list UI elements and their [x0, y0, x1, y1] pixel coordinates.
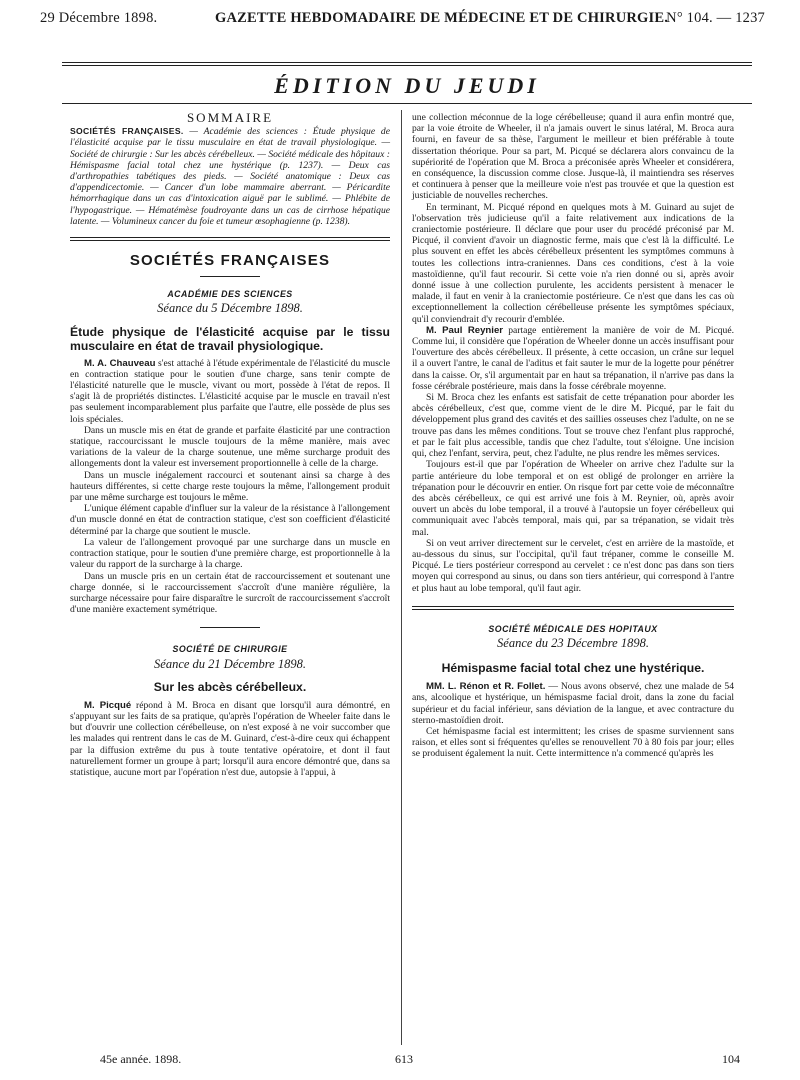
article1-p2: Dans un muscle mis en état de grande et parfaite élasticité par une contraction statique, raccourcissant le muscle toujours de la même manière, mais avec variations de la valeur de la charge soutenue, une même surcharge produit des allongements dont la valeur est inversement proportionnelle à celle de la charge.: [70, 424, 390, 470]
article1-title: Étude physique de l'élasticité acquise par le tissu musculaire en état de travail physiologique.: [70, 324, 390, 353]
hopitaux-heading: SOCIÉTÉ MÉDICALE DES HOPITAUX: [488, 623, 658, 634]
footer-number: 104: [722, 1052, 740, 1066]
footer-page: 613: [395, 1052, 413, 1066]
right-p1: une collection méconnue de la loge cérébelleuse; quand il aura enfin montré que, par la voie étroite de Wheeler, il n'a jamais ouvert le sinus latéral, M. Broca aura fourni, en faveur de sa thèse, l'argument le meilleur et bien préférable à toute dissertation théorique. Pour sa part, M. Picqué se déclarera alors convaincu de la supériorité de l'opération que M. Broca a préconisée après Wheeler et considérera, en conséquence, la discussion comme close. Jusque-là, il maintiendra ses réserves et continuera à penser que la meilleure voie n'est pas trouvée et que la question est justiciable de nouvelles recherches.: [412, 112, 734, 202]
right-p3: M. Paul Reynier partage entièrement la manière de voir de M. Picqué. Comme lui, il considère que l'opération de Wheeler donne un accès insuffisant pour l'ouverture des abcès cérébelleux. Il présente, à cette occasion, un crâne sur lequel il a ouvert l'antre, le canal de l'aditus et fait sauter le mur de la logette pour pénétrer dans la caisse. Or, s'il argumentait par en haut sa trépanation, il n'arrive pas dans la fosse cérébrale postérieure, mais dans la fosse cérébrale moyenne.: [412, 324, 734, 392]
article2-author: M. Picqué: [84, 699, 132, 711]
sommaire-rule: [70, 237, 390, 238]
sommaire-rule-2: [70, 240, 390, 241]
sommaire-title: SOMMAIRE: [186, 110, 274, 125]
edition-rule: [62, 103, 752, 104]
article1-p1: M. A. Chauveau s'est attaché à l'étude expérimentale de l'élasticité du muscle en contraction statique pour le soutien d'une charge, sans tenir compte de l'élasticité naturelle que le muscle, vivant ou mort, possède à l'état de repos. Il s'agit là de propriétés distinctes. L'élasticité acquise par le muscle en travail n'est pas seulement incomparablement plus parfaite que l'autre, elle possède de plus ses lois spéciales.: [70, 357, 390, 425]
chirurgie-heading: SOCIÉTÉ DE CHIRURGIE: [172, 644, 288, 655]
section-rule: [200, 276, 260, 277]
article1-p6: Dans un muscle pris en un certain état de raccourcissement et soutenant une charge donnée, si le raccourcissement s'accroît d'une manière régulière, la surcharge nécessaire pour faire disparaître le surcroît de raccourcissement s'accroît d'une manière exactement symétrique.: [70, 570, 390, 616]
footer-year: 45e année. 1898.: [100, 1052, 182, 1066]
academie-heading: ACADÉMIE DES SCIENCES: [167, 289, 293, 300]
right-section-rule: [412, 606, 734, 607]
right-section-rule-2: [412, 609, 734, 610]
sommaire-text: [70, 126, 390, 227]
running-header: [40, 10, 765, 32]
right-p6: Si on veut arriver directement sur le cervelet, c'est en arrière de la mastoïde, et au-dessous du sinus, sur l'occipital, qu'il faut trépaner, comme le conseille M. Picqué. Le tiers postérieur correspond au cervelet : ce n'est donc pas dans son tiers moyen qui correspond au sinus, ou dans son tiers antérieur, qui correspond à l'antre et plus haut au lobe temporal, qu'il faut agir.: [412, 537, 734, 594]
sommaire-label: SOCIÉTÉS FRANÇAISES.: [70, 126, 184, 137]
chirurgie-seance: Séance du 21 Décembre 1898.: [154, 656, 306, 671]
article1-end-rule: [200, 627, 260, 628]
article3-title: Hémispasme facial total chez une hystérique.: [441, 661, 705, 676]
right-p2: En terminant, M. Picqué répond en quelques mots à M. Guinard au sujet de l'observation très judicieuse qu'il a faite relativement aux indications de la craniectomie postérieure. Il déclare que pour user du procédé préconisé par M. Picqué, il convient d'avoir un diagnostic ferme, mais que c'est là la difficulté. Le plus souvent en effet les abcès cérébelleux présentent les symptômes communs à toutes les collections intra-craniennes. Dans ces conditions, c'est à la voie mastoïdienne, qu'il faut recourir. Si cette voie n'a rien donné ou si, après avoir donné issue à une collection purulente, les accidents persistent à menacer le malade, il faut en venir à la craniectomie postérieure. Ce n'est que dans les cas où exceptionnellement la collection cérébelleuse présente les symptômes spéciaux, qu'il conviendrait d'y recourir d'emblée.: [412, 201, 734, 325]
article2-p1: M. Picqué répond à M. Broca en disant que lorsqu'il aura démontré, en s'appuyant sur les faits de sa pratique, qu'après l'opération de Wheeler faite dans le but d'ouvrir une collection cérébelleuse, on n'est exposé à ne voir succomber que les malades qui rentrent dans le cas de M. Guinard, c'est-à-dire ceux qui échappent par la diffusion extrême du pus à toute tentative opératoire, et dont il faut naturellement former un groupe à part; lorsqu'il aura encore démontré que, dans sa statistique, aucune mort par l'opération n'est due, autopsie à l'appui, à: [70, 699, 390, 778]
right-p5: Toujours est-il que par l'opération de Wheeler on arrive chez l'adulte sur la partie antérieure du lobe temporal et on est obligé de prolonger en arrière la trépanation pour le découvrir en entier. On risque fort par cette voie de méconnaître des abcès cérébelleux, ce qui est arrivé une fois à M. Reynier, où, après avoir ouvert un abcès du lobe temporal, il a trouvé à l'autopsie un foyer cérébelleux qui communiquait avec l'abcès temporal, mais qui, par sa trépanation, se vidait très mal.: [412, 459, 734, 538]
article3-p2: Cet hémispasme facial est intermittent; les crises de spasme surviennent sans raison, et elles sont si fréquentes qu'elles se renouvellent 70 à 80 fois par jour; elles se produisent également la nuit. Cette intermittence n'a commencé qu'après les: [412, 725, 734, 760]
header-rule-2: [62, 65, 752, 66]
article2-title: Sur les abcès cérébelleux.: [153, 679, 307, 694]
journal-title: GAZETTE HEBDOMADAIRE DE MÉDECINE ET DE CHIRURGIE.: [215, 10, 669, 26]
article1-author: M. A. Chauveau: [84, 357, 156, 369]
edition-title: ÉDITION DU JEUDI: [274, 73, 540, 98]
article3-p1: MM. L. Rénon et R. Follet. — Nous avons observé, chez une malade de 54 ans, alcoolique et hystérique, un hémispasme facial droit, dans la zone du facial supérieur et du facial inférieur, sans déviation de la langue, et avec contracture du sterno-mastoïdien droit.: [412, 681, 735, 726]
article1-p4: L'unique élément capable d'influer sur la valeur de la résistance à l'allongement d'un muscle donné en état de contraction statique, c'est son coefficient d'élasticité déterminé par la charge que soutient le muscle.: [70, 503, 390, 537]
article3-authors: MM. L. Rénon et R. Follet.: [426, 681, 546, 693]
issue-page-number: N° 104. — 1237: [666, 10, 765, 26]
left-column: [70, 112, 390, 778]
header-date: 29 Décembre 1898.: [40, 10, 158, 26]
hopitaux-seance: Séance du 23 Décembre 1898.: [497, 635, 649, 650]
academie-seance: Séance du 5 Décembre 1898.: [157, 301, 303, 316]
header-rule: [62, 62, 752, 63]
article1-p3: Dans un muscle inégalement raccourci et soutenant ainsi sa charge à des hauteurs différentes, si cette charge reste toujours la même, l'allongement produit par une même surcharge est toujours le même.: [70, 469, 390, 504]
column-divider: [401, 110, 402, 1045]
right-author2: M. Paul Reynier: [426, 324, 504, 336]
right-p4: Si M. Broca chez les enfants est satisfait de cette trépanation pour aborder les abcès cérébelleux, c'est que, comme vient de le dire M. Picqué, par le fait du développement plus grand des cavités et des saillies osseuses chez l'adulte, on ne se trouve pas dans les mêmes conditions. Tout se trouve chez l'enfant plus rapproché, et par le fait plus accessible, tandis que chez l'adulte, tout s'éloigne. Une incision qui, chez l'enfant, servira, peut, chez l'adulte, ne plus rendre les mêmes services.: [412, 392, 734, 460]
section-title: SOCIÉTÉS FRANÇAISES: [129, 252, 331, 270]
sommaire-body: — Académie des sciences : Étude physique de l'élasticité acquise par le tissu musculaire en état de travail physiologique. — Société de chirurgie : Sur les abcès cérébelleux. — Société médicale des hôpitaux : Hémispasme facial total chez une hystérique (p. 1237). — Deux cas d'arthropathies tabétiques des pieds. — Société anatomique : Deux cas d'appendicectomie. — Cancer d'un lobe mammaire aberrant. — Péricardite hémorrhagique dans un cas d'intoxication aiguë par le sublimé. — Phlébite de l'hypogastrique. — Hématémèse foudroyante dans un cas de cirrhose hépatique latente. — Volumineux cancer du foie et tumeur œsophagienne (p. 1238).: [70, 126, 390, 227]
article1-p5: La valeur de l'allongement provoqué par une surcharge dans un muscle en contraction statique, pour le soutien d'une première charge, est proportionnelle à la valeur du rapport de la surcharge à la charge.: [70, 536, 390, 571]
right-column: [412, 112, 734, 760]
